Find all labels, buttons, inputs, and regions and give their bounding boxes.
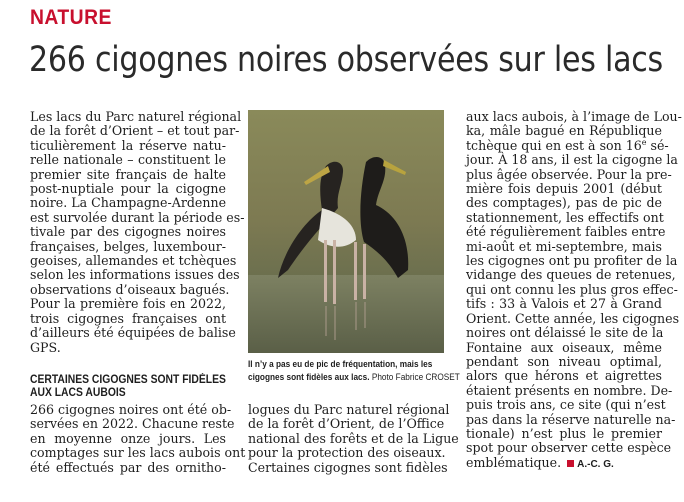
column-2-paragraph <box>248 402 459 475</box>
article-headline: 266 cigognes noires observées sur les lacs <box>29 40 663 80</box>
caption-text: Il n’y a pas eu de pic de fréquentation, mais les <box>248 359 433 370</box>
text-line: pour la protection des oiseaux. <box>248 445 446 461</box>
text-line: noires ont délaissé le site de la <box>466 325 664 341</box>
text-line: étaient présents en nombre. De- <box>466 382 673 398</box>
text-line: ticulièrement la réserve natu- <box>30 137 226 153</box>
text-line: geoises, allemandes et tchèques <box>30 253 237 269</box>
text-line: aux lacs aubois, à l’image de Lou- <box>466 109 682 124</box>
text-line: GPS. <box>30 339 61 355</box>
text-line: alors que hérons et aigrettes <box>466 368 662 384</box>
superscript: e <box>641 137 647 147</box>
text-line: stationnement, les effectifs ont <box>466 209 664 225</box>
text-span: sé- <box>646 137 669 153</box>
caption-line <box>248 358 433 371</box>
text-line: logues du Parc naturel régional <box>248 402 450 417</box>
column-1-paragraph <box>30 109 245 355</box>
text-line: mi-août et mi-septembre, mais <box>466 238 662 254</box>
subheading-line: CERTAINES CIGOGNES SONT FIDÈLES <box>30 374 226 386</box>
text-line: jour. À 18 ans, il est la cigogne la <box>466 152 678 168</box>
text-line: tifs : 33 à Valois et 27 à Grand <box>466 296 662 312</box>
author-signature: A.-C. G. <box>577 458 614 470</box>
text-line: noire. La Champagne-Ardenne <box>30 195 227 211</box>
text-line <box>466 137 669 153</box>
column-3 <box>466 109 682 472</box>
text-line: premier site français de halte <box>30 166 226 182</box>
text-line: Les lacs du Parc naturel régional <box>30 109 242 124</box>
text-line: servées en 2022. Chacune reste <box>30 416 235 432</box>
text-span: tchèque qui en est à son 16 <box>466 137 642 153</box>
text-span: emblématique. <box>466 454 562 470</box>
text-line: été effectués par des ornitho- <box>30 459 226 475</box>
text-line: en moyenne onze jours. Les <box>30 430 226 446</box>
text-line: selon les informations issues des <box>30 267 240 283</box>
text-line: pendant son niveau optimal, <box>466 353 662 369</box>
text-line: Pour la première fois en 2022, <box>30 296 226 312</box>
text-line: trois cigognes françaises ont <box>30 310 226 326</box>
column-2 <box>248 402 459 475</box>
text-line: est survolée durant la période es- <box>30 209 245 225</box>
text-line: plus âgée observée. Pour la pre- <box>466 166 672 182</box>
text-line: spot pour observer cette espèce <box>466 440 672 456</box>
text-line: relle nationale – constituent le <box>30 152 226 168</box>
caption-line <box>248 371 460 384</box>
photo-caption <box>248 358 460 384</box>
text-line: vidange des queues de retenues, <box>466 267 676 283</box>
text-line: post-nuptiale pour la cigogne <box>30 181 226 197</box>
subheading-line: AUX LACS AUBOIS <box>30 387 126 399</box>
subheading <box>30 374 230 400</box>
end-square-icon <box>567 460 574 467</box>
text-line: d’ailleurs été équipées de balise <box>30 325 236 341</box>
text-line <box>466 456 662 472</box>
text-line: tionale) n’est plus le premier <box>466 425 662 441</box>
text-line: Certaines cigognes sont fidèles <box>248 459 448 475</box>
text-line: 266 cigognes noires ont été ob- <box>30 402 232 417</box>
text-line: tivale par des cigognes noires <box>30 224 226 240</box>
text-line: national des forêts et de la Ligue <box>248 430 459 446</box>
text-line: françaises, belges, luxembour- <box>30 238 226 254</box>
text-line: des comptages), pas de pic de <box>466 195 662 211</box>
text-line: pas dans la réserve naturelle na- <box>466 411 676 427</box>
caption-text: cigognes sont fidèles aux lacs. <box>248 372 370 383</box>
column-1-part-2 <box>30 402 246 475</box>
column-1b-paragraph <box>30 402 246 475</box>
text-line: puis trois ans, ce site (qui n’est <box>466 397 666 413</box>
storks-photo <box>248 110 444 353</box>
column-3-paragraph <box>466 152 680 456</box>
text-line: les cigognes ont pu profiter de la <box>466 253 678 269</box>
text-line: de la forêt d’Orient, de l’Office <box>248 416 445 432</box>
text-line: Orient. Cette année, les cigognes <box>466 310 680 326</box>
column-1 <box>30 109 245 355</box>
text-line: observations d’oiseaux bagués. <box>30 281 230 297</box>
text-line: de la forêt d’Orient – et tout par- <box>30 123 240 139</box>
text-line: mière fois depuis 2001 (début <box>466 181 662 197</box>
text-line: ka, mâle bagué en République <box>466 123 662 139</box>
section-rubric: NATURE <box>30 6 112 29</box>
text-line: comptages sur les lacs aubois ont <box>30 445 246 461</box>
text-line: été régulièrement faibles entre <box>466 224 666 240</box>
text-line: Fontaine aux oiseaux, même <box>466 339 662 355</box>
photo-credit: Photo Fabrice CROSET <box>371 372 460 383</box>
text-line: qui ont connu les plus gros effec- <box>466 281 678 297</box>
storks-photo-image <box>248 110 444 353</box>
